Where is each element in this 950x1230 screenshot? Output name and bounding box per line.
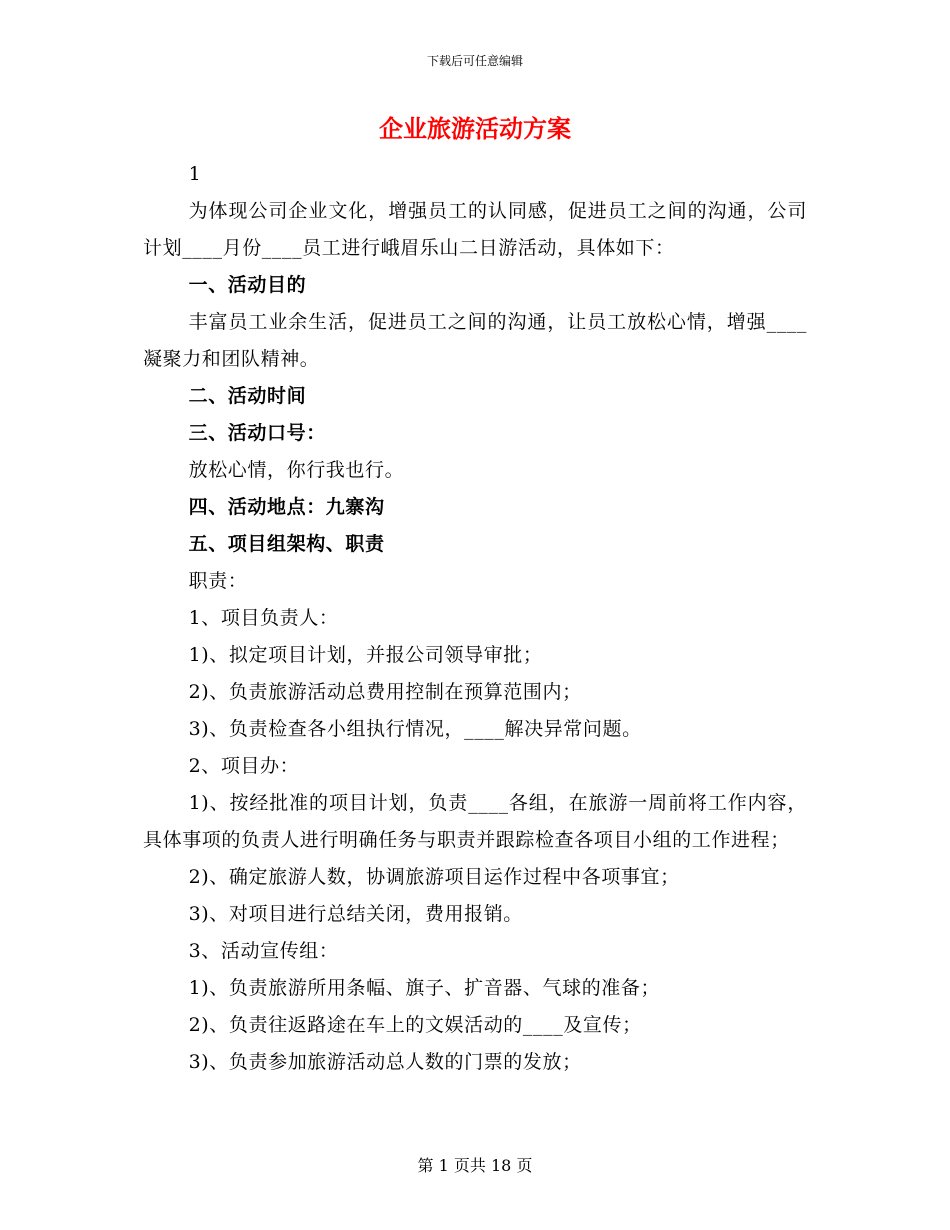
list-item: 1)、拟定项目计划，并报公司领导审批； (188, 644, 543, 666)
paragraph-number: 1 (188, 163, 202, 185)
page-header: 下载后可任意编辑 (426, 54, 523, 68)
document-title: 企业旅游活动方案 (379, 114, 571, 143)
list-item: 2)、负责往返路途在车上的文娱活动的____及宣传； (188, 1014, 642, 1036)
paragraph-slogan: 放松心情，你行我也行。 (188, 459, 405, 481)
paragraph-project-lead: 1、项目负责人： (188, 607, 339, 629)
list-item: 3)、对项目进行总结关闭，费用报销。 (188, 903, 523, 925)
heading-location: 四、活动地点：九寨沟 (188, 496, 385, 518)
heading-time: 二、活动时间 (188, 385, 307, 407)
list-item: 2)、负责旅游活动总费用控制在预算范围内； (188, 681, 582, 703)
heading-slogan: 三、活动口号： (188, 422, 326, 444)
document-body (143, 156, 807, 1081)
paragraph-project-office: 2、项目办： (188, 755, 300, 777)
heading-structure: 五、项目组架构、职责 (188, 533, 385, 555)
paragraph-duties-label: 职责： (188, 570, 248, 592)
list-item: 3)、负责检查各小组执行情况，____解决异常问题。 (188, 718, 642, 740)
list-item: 1)、按经批准的项目计划，负责____各组，在旅游一周前将工作内容，具体事项的负责人进行明确任务与职责并跟踪检查各项目小组的工作进程； (143, 792, 807, 851)
list-item: 3)、负责参加旅游活动总人数的门票的发放； (188, 1051, 582, 1073)
paragraph-intro: 为体现公司企业文化，增强员工的认同感，促进员工之间的沟通，公司计划____月份____员工进行峨眉乐山二日游活动，具体如下： (143, 200, 807, 259)
paragraph-purpose: 丰富员工业余生活，促进员工之间的沟通，让员工放松心情，增强____凝聚力和团队精神。 (143, 311, 807, 370)
paragraph-publicity-group: 3、活动宣传组： (188, 940, 339, 962)
list-item: 1)、负责旅游所用条幅、旗子、扩音器、气球的准备； (188, 977, 661, 999)
list-item: 2)、确定旅游人数，协调旅游项目运作过程中各项事宜； (188, 866, 680, 888)
heading-purpose: 一、活动目的 (188, 274, 307, 296)
page-footer: 第 1 页共 18 页 (417, 1156, 533, 1175)
